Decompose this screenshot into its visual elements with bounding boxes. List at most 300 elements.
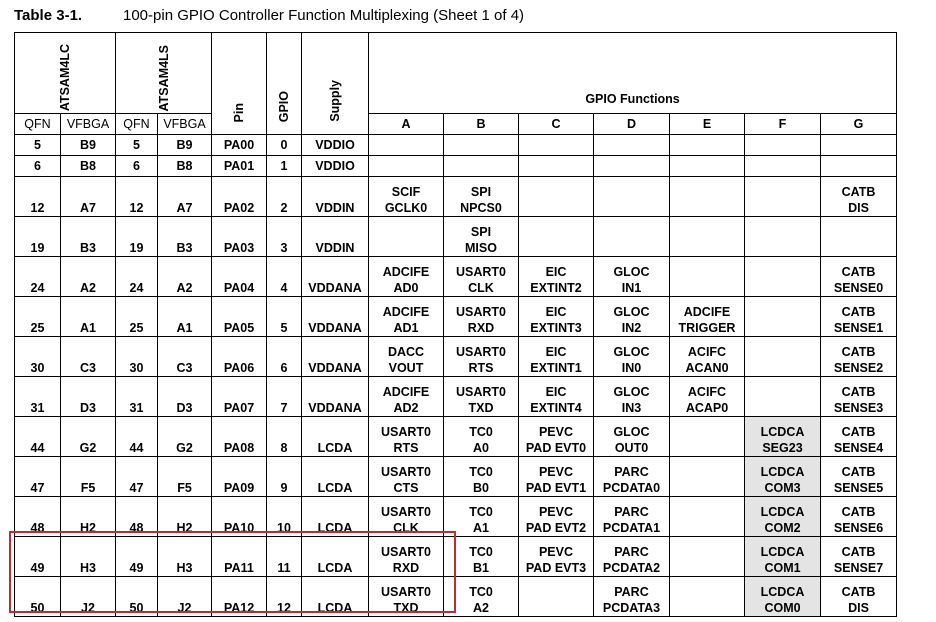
- cell-pin: PA10: [212, 497, 267, 537]
- cell-qfn2: 30: [116, 337, 158, 377]
- cell-function-e: [670, 217, 745, 257]
- function-signal: RXD: [467, 321, 495, 335]
- cell-function-a: [369, 497, 444, 537]
- function-signal: PCDATA1: [602, 521, 661, 535]
- function-signal: SENSE1: [833, 321, 884, 335]
- cell-bga2: D3: [158, 377, 212, 417]
- function-module: GLOC: [613, 425, 650, 439]
- cell-function-e: [670, 177, 745, 217]
- cell-bga2: A1: [158, 297, 212, 337]
- function-signal: IN2: [621, 321, 642, 335]
- function-module: GLOC: [613, 385, 650, 399]
- function-signal: EXTINT4: [530, 401, 582, 415]
- cell-supply: VDDIN: [302, 177, 369, 217]
- function-signal: IN3: [621, 401, 642, 415]
- function-module: TC0: [469, 465, 493, 479]
- table-row: [15, 537, 897, 577]
- function-module: CATB: [841, 385, 876, 399]
- cell-qfn2: 47: [116, 457, 158, 497]
- header-function-c: C: [519, 114, 594, 135]
- function-module: PEVC: [538, 465, 574, 479]
- table-row: [15, 297, 897, 337]
- function-signal: SENSE4: [833, 441, 884, 455]
- cell-function-d: [594, 577, 670, 617]
- function-module: USART0: [380, 585, 431, 599]
- cell-gpio: 6: [267, 337, 302, 377]
- function-module: ADCIFE: [382, 385, 430, 399]
- cell-bga1: J2: [61, 577, 116, 617]
- function-signal: B1: [473, 561, 489, 575]
- cell-function-b: [444, 257, 519, 297]
- cell-pin: PA09: [212, 457, 267, 497]
- cell-qfn1: 49: [15, 537, 61, 577]
- function-signal: VOUT: [388, 361, 424, 375]
- header-row-1: [15, 33, 897, 114]
- cell-qfn1: 47: [15, 457, 61, 497]
- cell-qfn2: 48: [116, 497, 158, 537]
- function-signal: IN0: [621, 361, 642, 375]
- function-module: CATB: [841, 545, 876, 559]
- header-gpio: [267, 33, 302, 135]
- table-row: [15, 156, 897, 177]
- cell-bga1: D3: [61, 377, 116, 417]
- function-module: EIC: [545, 385, 567, 399]
- cell-qfn2: 50: [116, 577, 158, 617]
- cell-function-e: [670, 377, 745, 417]
- function-signal: EXTINT3: [530, 321, 582, 335]
- function-signal: RXD: [392, 561, 420, 575]
- cell-bga2: H2: [158, 497, 212, 537]
- cell-function-c: [519, 537, 594, 577]
- cell-bga2: H3: [158, 537, 212, 577]
- function-signal: OUT0: [614, 441, 649, 455]
- function-module: ADCIFE: [683, 305, 731, 319]
- package2-label: ATSAM4LS: [156, 44, 171, 111]
- pin-label: Pin: [232, 102, 246, 122]
- function-signal: GCLK0: [384, 201, 428, 215]
- cell-bga1: B8: [61, 156, 116, 177]
- function-module: LCDCA: [760, 465, 805, 479]
- cell-bga2: A2: [158, 257, 212, 297]
- function-signal: TXD: [393, 601, 419, 615]
- cell-function-f: [745, 257, 821, 297]
- function-signal: PCDATA2: [602, 561, 661, 575]
- cell-function-f: [745, 297, 821, 337]
- function-module: LCDCA: [760, 425, 805, 439]
- function-signal: SENSE2: [833, 361, 884, 375]
- cell-pin: PA06: [212, 337, 267, 377]
- function-module: TC0: [469, 505, 493, 519]
- cell-pin: PA04: [212, 257, 267, 297]
- cell-function-e: [670, 257, 745, 297]
- function-module: DACC: [387, 345, 425, 359]
- cell-pin: PA00: [212, 135, 267, 156]
- cell-function-c: [519, 577, 594, 617]
- cell-gpio: 11: [267, 537, 302, 577]
- cell-function-e: [670, 417, 745, 457]
- function-module: PARC: [614, 585, 649, 599]
- cell-gpio: 0: [267, 135, 302, 156]
- header-qfn: QFN: [116, 114, 158, 135]
- function-module: ACIFC: [687, 385, 727, 399]
- cell-qfn2: 6: [116, 156, 158, 177]
- cell-bga2: J2: [158, 577, 212, 617]
- header-qfn: QFN: [15, 114, 61, 135]
- cell-function-d: [594, 156, 670, 177]
- cell-function-g: [821, 337, 897, 377]
- cell-function-g: [821, 417, 897, 457]
- function-module: LCDCA: [760, 585, 805, 599]
- cell-function-e: [670, 497, 745, 537]
- function-signal: SEG23: [762, 441, 803, 455]
- function-signal: EXTINT1: [530, 361, 582, 375]
- cell-function-a: [369, 297, 444, 337]
- cell-function-a: [369, 156, 444, 177]
- cell-function-b: [444, 156, 519, 177]
- function-signal: TXD: [468, 401, 494, 415]
- cell-function-g: [821, 135, 897, 156]
- cell-qfn2: 49: [116, 537, 158, 577]
- cell-supply: LCDA: [302, 537, 369, 577]
- function-signal: RTS: [468, 361, 494, 375]
- cell-qfn2: 5: [116, 135, 158, 156]
- cell-function-e: [670, 135, 745, 156]
- function-module: GLOC: [613, 265, 650, 279]
- cell-function-c: [519, 297, 594, 337]
- cell-qfn1: 25: [15, 297, 61, 337]
- function-signal: PAD EVT3: [525, 561, 587, 575]
- function-signal: A1: [473, 521, 489, 535]
- function-signal: CLK: [468, 281, 494, 295]
- function-signal: SENSE5: [833, 481, 884, 495]
- cell-function-d: [594, 297, 670, 337]
- cell-function-g: [821, 537, 897, 577]
- cell-function-d: [594, 177, 670, 217]
- cell-function-f: [745, 156, 821, 177]
- function-module: SPI: [470, 225, 492, 239]
- function-module: TC0: [469, 545, 493, 559]
- cell-function-b: [444, 135, 519, 156]
- cell-function-g: [821, 156, 897, 177]
- cell-function-a: [369, 257, 444, 297]
- cell-gpio: 12: [267, 577, 302, 617]
- header-function-e: E: [670, 114, 745, 135]
- function-module: GLOC: [613, 345, 650, 359]
- function-module: LCDCA: [760, 545, 805, 559]
- cell-gpio: 10: [267, 497, 302, 537]
- table-row: [15, 135, 897, 156]
- cell-function-b: [444, 297, 519, 337]
- cell-function-a: [369, 135, 444, 156]
- cell-pin: PA01: [212, 156, 267, 177]
- function-signal: PAD EVT0: [525, 441, 587, 455]
- function-module: PARC: [614, 505, 649, 519]
- cell-function-b: [444, 337, 519, 377]
- cell-function-b: [444, 457, 519, 497]
- function-signal: PAD EVT1: [525, 481, 587, 495]
- function-module: ADCIFE: [382, 265, 430, 279]
- function-signal: A2: [473, 601, 489, 615]
- cell-supply: VDDIO: [302, 135, 369, 156]
- function-signal: COM2: [764, 521, 801, 535]
- cell-function-f: [745, 377, 821, 417]
- cell-supply: LCDA: [302, 497, 369, 537]
- cell-pin: PA03: [212, 217, 267, 257]
- header-vfbga: VFBGA: [158, 114, 212, 135]
- cell-function-e: [670, 457, 745, 497]
- cell-qfn1: 5: [15, 135, 61, 156]
- function-signal: B0: [473, 481, 489, 495]
- cell-gpio: 5: [267, 297, 302, 337]
- function-module: USART0: [380, 545, 431, 559]
- cell-gpio: 4: [267, 257, 302, 297]
- cell-supply: VDDANA: [302, 337, 369, 377]
- table-row: [15, 377, 897, 417]
- header-pin: [212, 33, 267, 135]
- function-signal: NPCS0: [460, 201, 502, 215]
- cell-qfn2: 24: [116, 257, 158, 297]
- cell-function-c: [519, 377, 594, 417]
- cell-bga1: G2: [61, 417, 116, 457]
- function-module: SCIF: [391, 185, 421, 199]
- table-row: [15, 457, 897, 497]
- cell-qfn2: 44: [116, 417, 158, 457]
- function-module: EIC: [545, 345, 567, 359]
- cell-bga2: F5: [158, 457, 212, 497]
- function-module: SPI: [470, 185, 492, 199]
- cell-supply: VDDANA: [302, 297, 369, 337]
- cell-function-c: [519, 417, 594, 457]
- header-function-d: D: [594, 114, 670, 135]
- header-function-b: B: [444, 114, 519, 135]
- cell-qfn1: 12: [15, 177, 61, 217]
- cell-function-f: [745, 337, 821, 377]
- cell-pin: PA05: [212, 297, 267, 337]
- cell-function-d: [594, 377, 670, 417]
- function-module: USART0: [380, 505, 431, 519]
- cell-function-f: [745, 417, 821, 457]
- cell-function-e: [670, 337, 745, 377]
- cell-bga2: C3: [158, 337, 212, 377]
- function-signal: SENSE0: [833, 281, 884, 295]
- cell-function-a: [369, 177, 444, 217]
- cell-qfn1: 24: [15, 257, 61, 297]
- cell-bga1: B9: [61, 135, 116, 156]
- cell-function-d: [594, 337, 670, 377]
- cell-function-d: [594, 537, 670, 577]
- cell-function-d: [594, 457, 670, 497]
- cell-bga2: B8: [158, 156, 212, 177]
- function-module: USART0: [455, 345, 506, 359]
- function-signal: MISO: [465, 241, 497, 255]
- cell-function-b: [444, 577, 519, 617]
- cell-function-c: [519, 337, 594, 377]
- header-gpio-functions: GPIO Functions: [369, 33, 897, 114]
- table-title: 100-pin GPIO Controller Function Multiplexing (Sheet 1 of 4): [123, 7, 525, 24]
- function-module: ACIFC: [687, 345, 727, 359]
- function-module: PEVC: [538, 505, 574, 519]
- function-module: PEVC: [538, 425, 574, 439]
- cell-gpio: 2: [267, 177, 302, 217]
- table-row: [15, 417, 897, 457]
- function-signal: PAD EVT2: [525, 521, 587, 535]
- cell-function-b: [444, 537, 519, 577]
- function-module: USART0: [455, 385, 506, 399]
- function-signal: COM1: [764, 561, 801, 575]
- cell-function-c: [519, 156, 594, 177]
- cell-gpio: 1: [267, 156, 302, 177]
- cell-supply: VDDIO: [302, 156, 369, 177]
- cell-function-e: [670, 156, 745, 177]
- function-signal: PCDATA0: [602, 481, 661, 495]
- function-signal: RTS: [393, 441, 419, 455]
- cell-function-a: [369, 537, 444, 577]
- cell-qfn1: 44: [15, 417, 61, 457]
- cell-pin: PA08: [212, 417, 267, 457]
- header-package-atsam4ls: [116, 33, 212, 114]
- cell-function-g: [821, 577, 897, 617]
- function-module: USART0: [380, 465, 431, 479]
- cell-function-f: [745, 537, 821, 577]
- cell-function-c: [519, 217, 594, 257]
- cell-function-d: [594, 257, 670, 297]
- function-signal: COM3: [764, 481, 801, 495]
- function-module: LCDCA: [760, 505, 805, 519]
- function-module: EIC: [545, 305, 567, 319]
- cell-gpio: 3: [267, 217, 302, 257]
- cell-function-g: [821, 257, 897, 297]
- cell-function-f: [745, 497, 821, 537]
- function-signal: DIS: [848, 601, 869, 615]
- cell-function-a: [369, 577, 444, 617]
- function-signal: PCDATA3: [602, 601, 661, 615]
- cell-function-f: [745, 135, 821, 156]
- function-signal: AD0: [393, 281, 419, 295]
- cell-qfn2: 25: [116, 297, 158, 337]
- cell-function-a: [369, 337, 444, 377]
- cell-function-b: [444, 417, 519, 457]
- table-row: [15, 257, 897, 297]
- cell-function-c: [519, 257, 594, 297]
- package1-label: ATSAM4LC: [58, 43, 72, 111]
- function-signal: AD1: [393, 321, 419, 335]
- table-row: [15, 337, 897, 377]
- function-module: USART0: [455, 265, 506, 279]
- function-module: CATB: [841, 425, 876, 439]
- function-module: CATB: [841, 265, 876, 279]
- cell-supply: VDDIN: [302, 217, 369, 257]
- function-module: CATB: [841, 465, 876, 479]
- function-signal: SENSE6: [833, 521, 884, 535]
- cell-bga2: G2: [158, 417, 212, 457]
- cell-function-g: [821, 177, 897, 217]
- gpio-mux-table: [14, 32, 897, 617]
- function-module: CATB: [841, 185, 876, 199]
- cell-function-g: [821, 297, 897, 337]
- function-signal: DIS: [848, 201, 869, 215]
- cell-qfn2: 31: [116, 377, 158, 417]
- cell-bga2: A7: [158, 177, 212, 217]
- gpio-label: GPIO: [277, 90, 291, 122]
- table-row: [15, 177, 897, 217]
- cell-function-a: [369, 417, 444, 457]
- function-signal: A0: [473, 441, 489, 455]
- cell-qfn1: 19: [15, 217, 61, 257]
- cell-supply: VDDANA: [302, 377, 369, 417]
- header-supply: [302, 33, 369, 135]
- table-row: [15, 577, 897, 617]
- cell-function-b: [444, 217, 519, 257]
- cell-gpio: 7: [267, 377, 302, 417]
- cell-bga1: A2: [61, 257, 116, 297]
- function-signal: SENSE7: [833, 561, 884, 575]
- header-function-g: G: [821, 114, 897, 135]
- cell-qfn1: 30: [15, 337, 61, 377]
- header-row-2: [15, 114, 897, 135]
- cell-function-a: [369, 217, 444, 257]
- table-row: [15, 497, 897, 537]
- function-signal: SENSE3: [833, 401, 884, 415]
- cell-function-c: [519, 497, 594, 537]
- cell-pin: PA11: [212, 537, 267, 577]
- cell-function-a: [369, 377, 444, 417]
- cell-qfn1: 6: [15, 156, 61, 177]
- cell-function-f: [745, 177, 821, 217]
- function-signal: ACAN0: [685, 361, 729, 375]
- cell-function-b: [444, 177, 519, 217]
- function-module: CATB: [841, 305, 876, 319]
- cell-pin: PA12: [212, 577, 267, 617]
- cell-function-g: [821, 497, 897, 537]
- function-signal: IN1: [621, 281, 642, 295]
- function-signal: CLK: [393, 521, 419, 535]
- cell-function-b: [444, 497, 519, 537]
- cell-function-f: [745, 217, 821, 257]
- function-module: CATB: [841, 585, 876, 599]
- function-module: TC0: [469, 425, 493, 439]
- table-caption: [14, 7, 525, 24]
- cell-function-c: [519, 457, 594, 497]
- cell-pin: PA02: [212, 177, 267, 217]
- cell-bga1: B3: [61, 217, 116, 257]
- function-signal: COM0: [764, 601, 801, 615]
- cell-function-e: [670, 577, 745, 617]
- function-module: PARC: [614, 545, 649, 559]
- header-function-f: F: [745, 114, 821, 135]
- cell-function-d: [594, 217, 670, 257]
- cell-qfn1: 31: [15, 377, 61, 417]
- cell-gpio: 8: [267, 417, 302, 457]
- function-module: USART0: [380, 425, 431, 439]
- cell-function-a: [369, 457, 444, 497]
- cell-function-d: [594, 135, 670, 156]
- cell-bga1: H3: [61, 537, 116, 577]
- cell-bga1: F5: [61, 457, 116, 497]
- function-module: PARC: [614, 465, 649, 479]
- cell-function-d: [594, 417, 670, 457]
- supply-label: Supply: [328, 80, 342, 122]
- function-signal: TRIGGER: [678, 321, 736, 335]
- function-module: CATB: [841, 345, 876, 359]
- function-module: GLOC: [613, 305, 650, 319]
- function-signal: CTS: [393, 481, 419, 495]
- cell-bga1: A1: [61, 297, 116, 337]
- header-function-a: A: [369, 114, 444, 135]
- cell-bga2: B9: [158, 135, 212, 156]
- cell-function-b: [444, 377, 519, 417]
- function-module: CATB: [841, 505, 876, 519]
- cell-supply: LCDA: [302, 577, 369, 617]
